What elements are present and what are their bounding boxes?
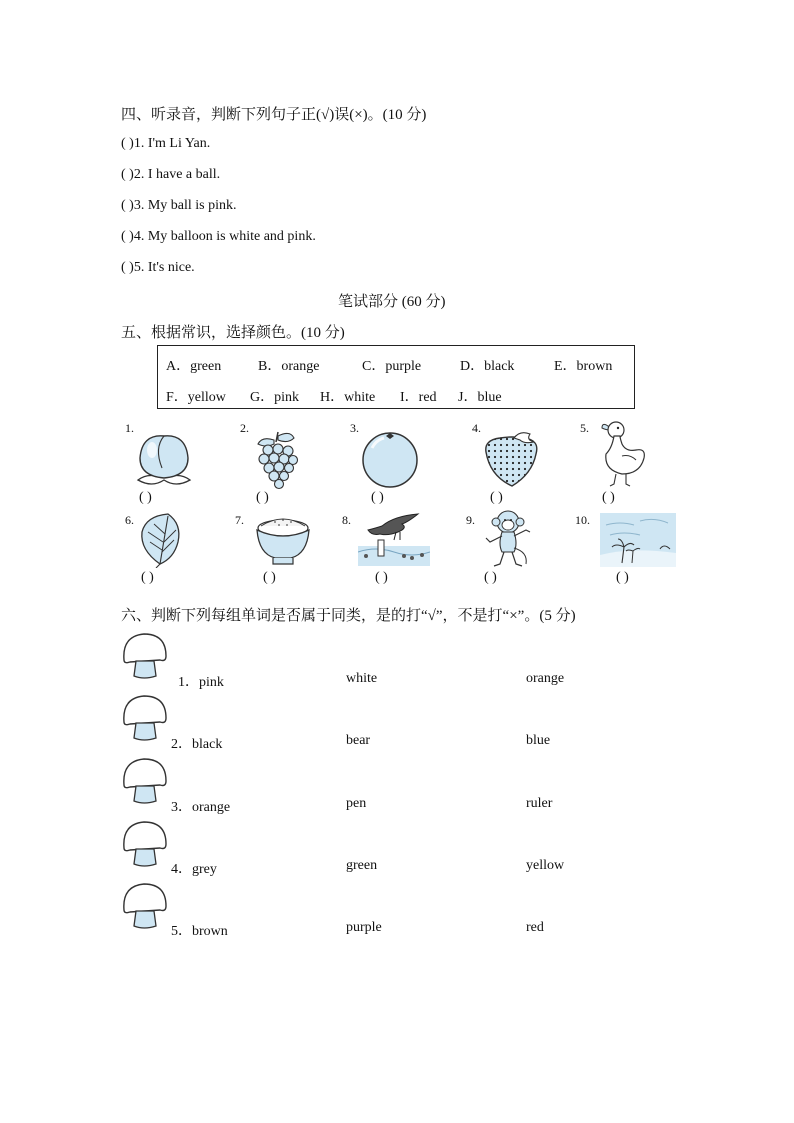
option-f: F．yellow (166, 390, 226, 405)
mushroom-icon[interactable] (120, 818, 170, 870)
option-h: H．white (320, 390, 376, 405)
mushroom-icon[interactable] (120, 630, 170, 682)
answer-paren[interactable]: ( ) (256, 490, 269, 505)
row4-word1: 4．grey (171, 862, 217, 877)
written-section-header: 笔试部分 (60 分) (338, 294, 446, 310)
option-c: C．purple (362, 359, 422, 374)
picture-number: 7. (235, 513, 244, 527)
section6-title: 六、判断下列每组单词是否属于同类，是的打“√”，不是打“×”。(5 分) (121, 608, 576, 624)
answer-paren[interactable]: ( ) (139, 490, 152, 505)
option-j: J．blue (458, 390, 502, 405)
section4-item-2 (121, 167, 220, 183)
row4-word2: green (346, 858, 378, 873)
section4-title: 四、听录音，判断下列句子正(√)误(×)。(10 分) (121, 107, 427, 123)
grapes-icon (254, 430, 300, 490)
sentence: 3. My ball is pink. (133, 198, 237, 213)
answer-paren[interactable]: ( ) (263, 570, 276, 585)
duck-icon (600, 418, 648, 488)
picture-number: 1. (125, 421, 134, 435)
picture-number: 5. (580, 421, 589, 435)
sky-beach-icon (600, 513, 676, 567)
mushroom-icon[interactable] (120, 692, 170, 744)
row2-word1: 2．black (171, 737, 223, 752)
picture-number: 3. (350, 421, 359, 435)
option-g: G．pink (250, 390, 299, 405)
answer-paren[interactable]: ( ) (121, 167, 134, 182)
strawberry-icon (480, 430, 542, 488)
row1-word1: 1．pink (178, 675, 224, 690)
row4-word3: yellow (526, 858, 565, 873)
section5-title: 五、根据常识，选择颜色。(10 分) (121, 325, 345, 341)
section4-item-3 (121, 198, 237, 214)
sentence: 2. I have a ball. (133, 167, 221, 182)
answer-paren[interactable]: ( ) (141, 570, 154, 585)
answer-paren[interactable]: ( ) (616, 570, 629, 585)
row5-word1: 5．brown (171, 924, 228, 939)
sentence: 1. I'm Li Yan. (133, 136, 211, 151)
answer-paren[interactable]: ( ) (484, 570, 497, 585)
answer-paren[interactable]: ( ) (602, 490, 615, 505)
option-b: B．orange (258, 359, 320, 374)
row3-word2: pen (346, 796, 367, 811)
picture-number: 9. (466, 513, 475, 527)
row3-word3: ruler (526, 796, 553, 811)
peach-icon (132, 428, 196, 488)
answer-paren[interactable]: ( ) (375, 570, 388, 585)
answer-paren[interactable]: ( ) (121, 198, 134, 213)
picture-number: 8. (342, 513, 351, 527)
color-options-box (157, 345, 635, 409)
sentence: 5. It's nice. (133, 260, 195, 275)
row2-word3: blue (526, 733, 551, 748)
orange-icon (356, 428, 424, 488)
monkey-icon (482, 508, 534, 570)
picture-number: 6. (125, 513, 134, 527)
row5-word3: red (526, 920, 544, 935)
answer-paren[interactable]: ( ) (121, 136, 134, 151)
section4-item-1 (121, 136, 210, 152)
option-i: I．red (400, 390, 437, 405)
option-e: E．brown (554, 359, 613, 374)
row2-word2: bear (346, 733, 371, 748)
leaf-icon (138, 510, 184, 568)
answer-paren[interactable]: ( ) (121, 260, 134, 275)
rice-bowl-icon (253, 514, 313, 568)
picture-number: 4. (472, 421, 481, 435)
mushroom-icon[interactable] (120, 880, 170, 932)
answer-paren[interactable]: ( ) (121, 229, 134, 244)
row1-word2: white (346, 671, 378, 686)
row3-word1: 3．orange (171, 800, 231, 815)
picture-number: 2. (240, 421, 249, 435)
option-a: A．green (166, 359, 222, 374)
answer-paren[interactable]: ( ) (371, 490, 384, 505)
crow-icon (358, 512, 430, 568)
row1-word3: orange (526, 671, 565, 686)
sentence: 4. My balloon is white and pink. (133, 229, 316, 244)
answer-paren[interactable]: ( ) (490, 490, 503, 505)
row5-word2: purple (346, 920, 382, 935)
section4-item-5 (121, 260, 195, 276)
picture-number: 10. (575, 513, 590, 527)
section4-item-4 (121, 229, 316, 245)
option-d: D．black (460, 359, 515, 374)
mushroom-icon[interactable] (120, 755, 170, 807)
